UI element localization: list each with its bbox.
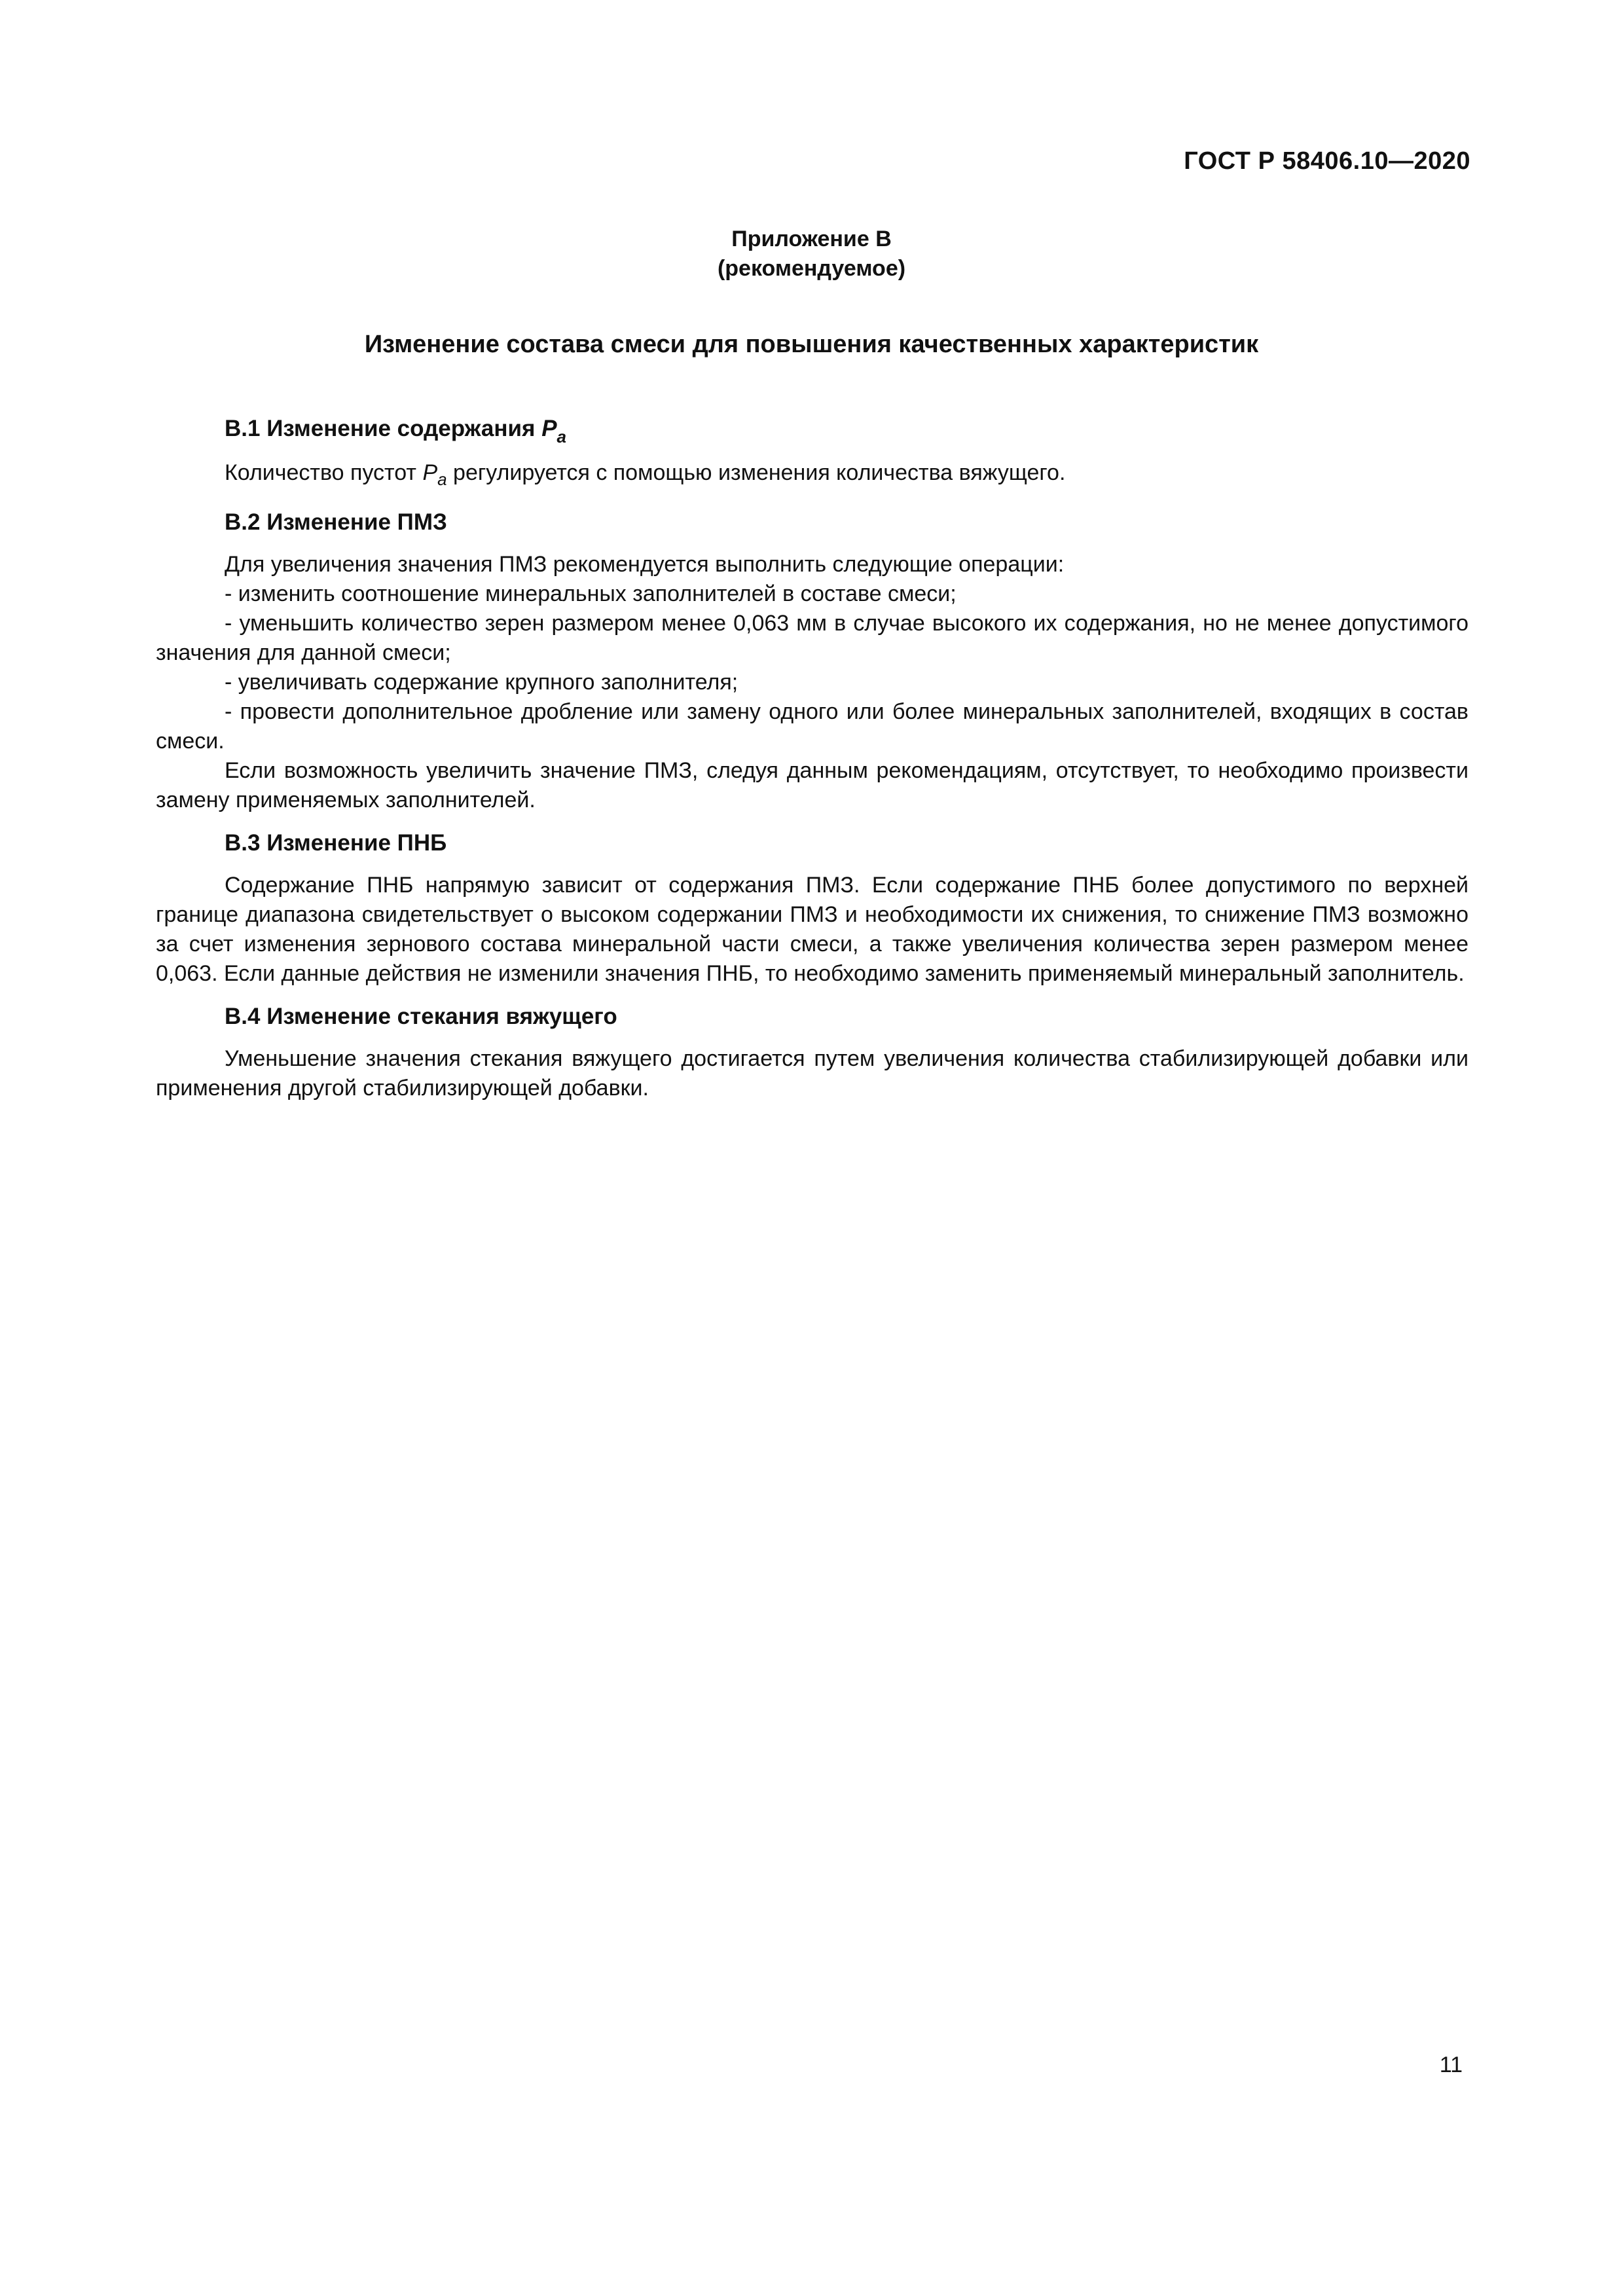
document-title: Изменение состава смеси для повышения качественных характеристик xyxy=(364,331,1259,358)
paragraph-line: Если возможность увеличить значение ПМЗ, следуя данным рекомендациям, отсутствует, то необходимо произвести замену применяемых заполнителей. xyxy=(156,757,1468,812)
appendix-heading xyxy=(0,225,1623,283)
paragraph-b4: Уменьшение значения стекания вяжущего достигается путем увеличения количества стабилизирующей добавки или применения другой стабилизирующей добавки. xyxy=(156,1046,1468,1101)
appendix-label: Приложение В xyxy=(731,227,892,251)
section-b4 xyxy=(156,1002,1468,1103)
paragraph-line: Для увеличения значения ПМЗ рекомендуется выполнить следующие операции: xyxy=(225,551,1065,577)
section-heading-b4: В.4 Изменение стекания вяжущего xyxy=(225,1003,617,1029)
list-item: - изменить соотношение минеральных заполнителей в составе смеси; xyxy=(225,581,957,606)
section-b3 xyxy=(156,828,1468,989)
heading-subscript: a xyxy=(556,427,567,446)
section-heading-b1: В.1 Изменение содержания $P_a$ xyxy=(225,416,567,446)
paragraph-b1: Количество пустот $P_a$ регулируется с помощью изменения количества вяжущего. xyxy=(225,460,1066,489)
paragraph-b3: Содержание ПНБ напрямую зависит от содержания ПМЗ. Если содержание ПНБ более допустимого по верхней границе диапазона свидетельствует о высоком содержании ПМЗ и необходимости их снижения, то снижение ПМЗ возможно за счет изменения зернового состава минеральной части смеси, а также увеличения количества зерен размером менее 0,063. Если данные действия не изменили значения ПНБ, то необходимо заменить применяемый минеральный заполнитель. xyxy=(156,872,1468,986)
standard-code: ГОСТ Р 58406.10—2020 xyxy=(1184,147,1470,175)
document-body xyxy=(156,414,1468,1116)
text-subscript: a xyxy=(437,469,447,489)
list-item: - провести дополнительное дробление или замену одного или более минеральных заполнителей, входящих в состав смеси. xyxy=(156,699,1468,754)
list-item: - увеличивать содержание крупного заполнителя; xyxy=(225,669,739,695)
list-item: - уменьшить количество зерен размером менее 0,063 мм в случае высокого их содержания, но не менее допустимого значения для данной смеси; xyxy=(156,610,1468,665)
section-b1 xyxy=(156,414,1468,494)
section-heading-b3: В.3 Изменение ПНБ xyxy=(225,829,447,856)
text-symbol: P xyxy=(422,460,438,485)
page-number: 11 xyxy=(1439,2052,1463,2077)
appendix-status: (рекомендуемое) xyxy=(717,256,906,281)
heading-symbol: P xyxy=(541,416,557,441)
section-heading-b2: В.2 Изменение ПМЗ xyxy=(225,509,447,535)
section-b2 xyxy=(156,507,1468,815)
